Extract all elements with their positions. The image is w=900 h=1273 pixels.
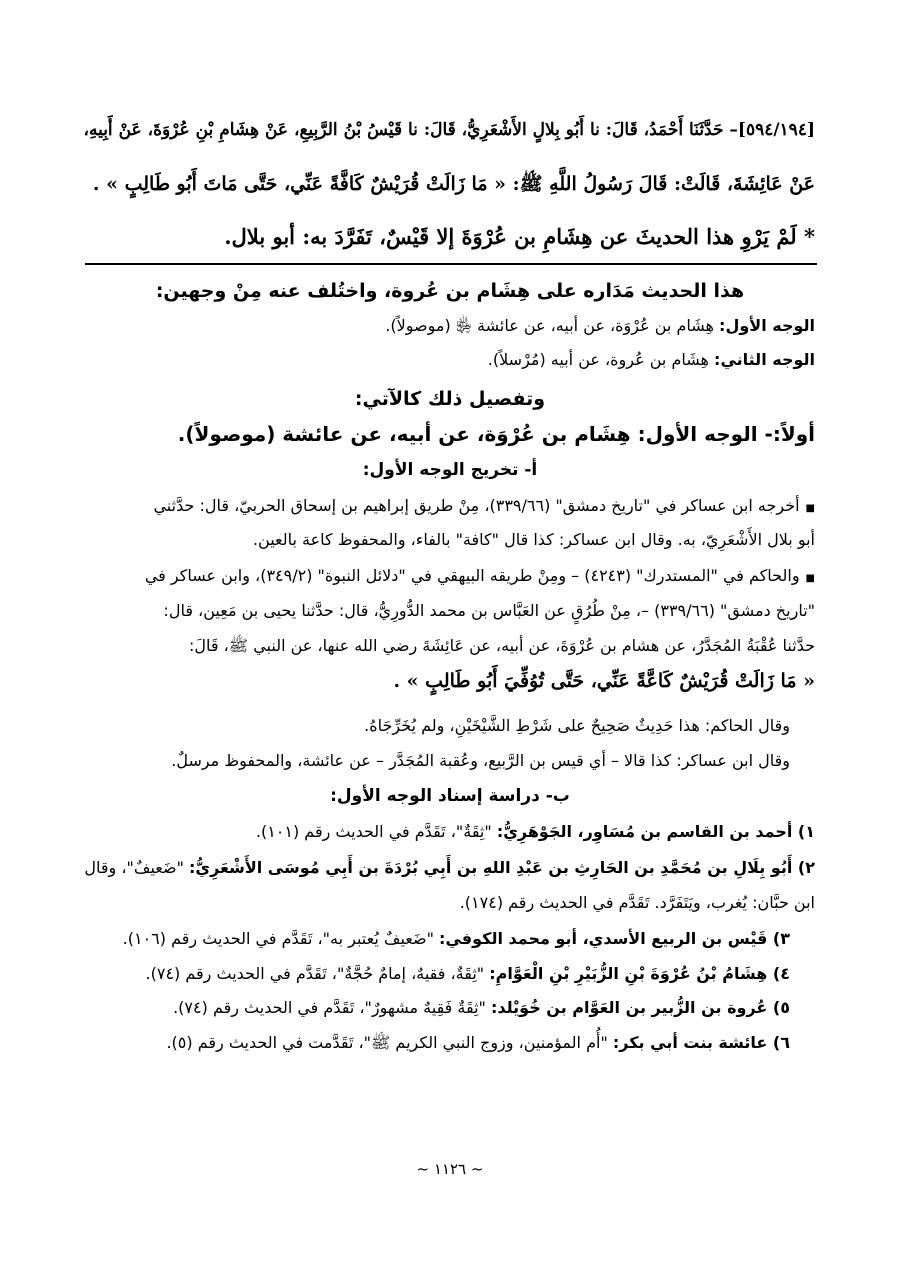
narrator-6-grade: "أُم المؤمنين، وزوج النبي الكريم ﷺ"، تَقَدَّمت في الحديث رقم (٥).: [166, 1033, 608, 1052]
takhrij-heading: أ- تخريج الوجه الأول:: [362, 460, 538, 480]
narrator-3: [123, 929, 790, 948]
isnad-heading: ب- دراسة إسناد الوجه الأول:: [330, 786, 570, 806]
takhrij-p1-line1: [153, 496, 815, 515]
narrator-1: [256, 822, 815, 841]
takhrij-p2-line2: "تاريخ دمشق" (٣٣٩/٦٦) –، مِنْ طُرُقٍ عن العَبَّاس بن محمد الدُّورِيُّ، قال: حدَّثنا يحيى بن مَعِين، قال:: [163, 601, 815, 620]
narrator-5-grade: "ثِقَةٌ فَقِيهٌ مشهورٌ"، تَقَدَّم في الحديث رقم (٧٤).: [173, 998, 486, 1017]
narrator-3-grade: "ضَعيفٌ يُعتبر به"، تَقَدَّم في الحديث رقم (١٠٦).: [122, 929, 434, 948]
narrator-5: [173, 998, 790, 1017]
details-title: وتفصيل ذلك كالآتي:: [354, 388, 546, 410]
hadith-line-2: عَنْ عَائِشَةَ، قَالَتْ: قَالَ رَسُولُ اللَّهِ ﷺ: « مَا زَالَتْ قُرَيْشٌ كَافَّةً عَنِّي، حَتَّى مَاتَ أَبُو طَالِبٍ » .: [92, 173, 815, 195]
hadith-line-3: * لَمْ يَرْوِ هذا الحديثَ عن هِشَامِ بن عُرْوَةَ إلا قَيْسٌ، تَفَرَّدَ به: أبو بلال.: [224, 224, 815, 249]
page-number: ~ ١١٢٦ ~: [416, 1160, 484, 1178]
wajh-1-text: هِشَام بن عُرْوَة، عن أبيه، عن عائشة ﵂ (موصولاً).: [385, 316, 714, 335]
narrator-5-name: ٥) عُروة بن الزُّبير بن العَوَّام بن خُوَيْلد:: [490, 998, 790, 1017]
takhrij-p1-line2: أبو بلال الأَشْعَرِيّ، به. وقال ابن عساكر: كذا قال "كافة" بالفاء، والمحفوظ كاعة بالعين.: [252, 530, 815, 549]
bullet-icon: ■: [805, 503, 815, 514]
narrator-2: [84, 858, 815, 877]
wajh-1-label: الوجه الأول:: [719, 316, 815, 335]
narrator-1-grade: "ثِقَةٌ"، تَقَدَّم في الحديث رقم (١٠١).: [255, 822, 492, 841]
hadith-line-1: [٥٩٤/١٩٤]– حَدَّثَنَا أَحْمَدُ، قَالَ: نا أَبُو بِلالٍ الأَشْعَرِيُّ، قَالَ: نا قَيْسُ بْنُ الرَّبِيعِ، عَنْ هِشَامِ بْنِ عُرْوَةَ، عَنْ أَبِيهِ،: [83, 120, 815, 140]
narrator-4: [146, 964, 790, 983]
hakim-comment: وقال الحاكم: هذا حَدِيثٌ صَحِيحٌ على شَرْطِ الشَّيْخَيْنِ، ولم يُخَرِّجَاهُ.: [364, 716, 790, 735]
takhrij-p2-line1: [145, 566, 815, 585]
bullet-icon: ■: [805, 573, 815, 584]
asakir-comment: وقال ابن عساكر: كذا قالا – أي قيس بن الرَّبيع، وعُقبة المُجَدَّر – عن عائشة، والمحفوظ مرسلٌ.: [171, 751, 790, 770]
first-heading: أولاً:- الوجه الأول: هِشَام بن عُرْوَة، عن أبيه، عن عائشة (موصولاً).: [177, 422, 815, 446]
narrator-2-grade: "ضَعيفٌ"، وقال: [84, 858, 184, 877]
narrator-6: [166, 1033, 790, 1056]
takhrij-p2-line3: حدَّثنا عُقْبَةُ المُجَدَّرُ، عن هشام بن عُرْوَةَ، عن أبيه، عن عَائِشَةَ رضي الله عنها، عن النبي ﷺ، قَالَ:: [189, 636, 815, 655]
takhrij-p1-text: أخرجه ابن عساكر في "تاريخ دمشق" (٣٣٩/٦٦)، مِنْ طريق إبراهيم بن إسحاق الحربيّ، قال: حدَّثني: [153, 496, 800, 515]
takhrij-p2-text: والحاكم في "المستدرك" (٤٢٤٣) – ومِنْ طريقه البيهقي في "دلائل النبوة" (٣٤٩/٢)، وابن عساكر في: [144, 566, 800, 585]
narrator-4-grade: "ثِقَةٌ، فقيهٌ، إمامٌ حُجَّةٌ"، تَقَدَّم في الحديث رقم (٧٤).: [145, 964, 485, 983]
wajh-2-text: هِشَام بن عُروة، عن أبيه (مُرْسلاً).: [487, 350, 709, 369]
narrator-6-name: ٦) عائشة بنت أبي بكر:: [612, 1033, 790, 1052]
wajh-1: [385, 316, 815, 339]
narrator-3-name: ٣) قَيْس بن الربيع الأسدي، أبو محمد الكوفي:: [439, 929, 790, 948]
section-title: هذا الحديث مَدَاره على هِشَام بن عُروة، واختُلف عنه مِنْ وجهين:: [155, 280, 745, 302]
narrator-1-name: ١) أحمد بن القاسم بن مُسَاوِر، الجَوْهَرِيُّ:: [496, 822, 815, 841]
narrator-4-name: ٤) هِشَامُ بْنُ عُرْوَةَ بْنِ الزُّبَيْرِ بْنِ الْعَوَّامِ:: [489, 964, 790, 983]
separator-rule: [85, 263, 817, 265]
wajh-2-label: الوجه الثاني:: [714, 350, 815, 369]
wajh-2: [488, 350, 815, 369]
takhrij-quote: « مَا زَالَتْ قُرَيْشٌ كَاعَّةً عَنِّي، حَتَّى تُوُفِّيَ أَبُو طَالِبٍ » .: [393, 670, 815, 692]
narrator-2-cont: ابن حبَّان: يُغرب، ويَتَفَرَّد. تَقَدَّم في الحديث رقم (١٧٤).: [459, 893, 815, 912]
narrator-2-name: ٢) أَبُو بِلَالِ بن مُحَمَّدِ بن الحَارِثِ بن عَبْدِ اللهِ بن أَبِي بُرْدَةَ بن أَبِي مُوسَى الأَشْعَرِيُّ:: [189, 858, 815, 877]
